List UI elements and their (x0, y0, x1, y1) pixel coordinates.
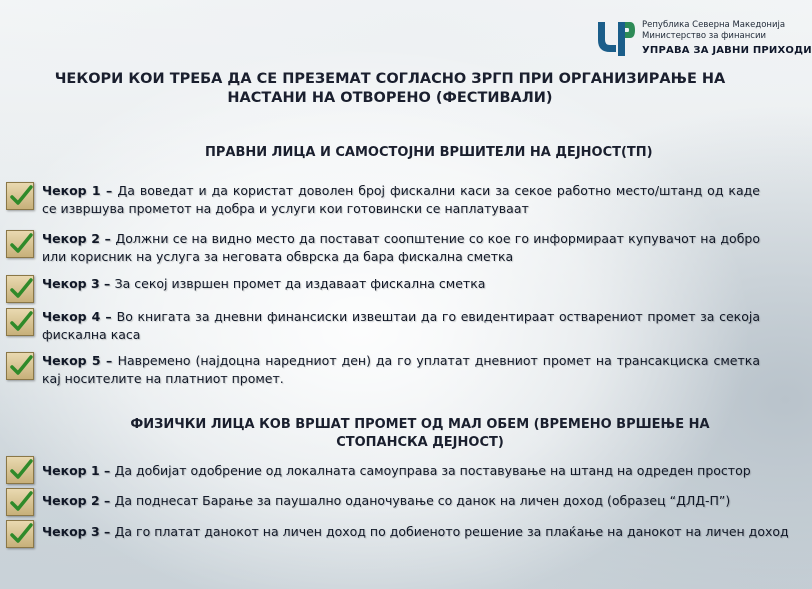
checkbox-checked-icon (6, 488, 34, 516)
step-label: Чекор 4 (42, 309, 101, 324)
step-label: Чекор 3 (42, 524, 100, 539)
step-text: Да добијат одобрение од локалната самоуправа за поставување на штанд на одреден простор (114, 463, 751, 478)
step-label: Чекор 2 (42, 493, 100, 508)
checkbox-checked-icon (6, 352, 34, 380)
step-text: Да го платат данокот на личен доход по добиеното решение за плаќање на данокот на личен доход (114, 524, 789, 539)
section2-title: ФИЗИЧКИ ЛИЦА КОВ ВРШАТ ПРОМЕТ ОД МАЛ ОБЕМ (ВРЕМЕНО ВРШЕЊЕ НА СТОПАНСКА ДЕЈНОСТ) (130, 417, 710, 450)
section1-title: ПРАВНИ ЛИЦА И САМОСТОЈНИ ВРШИТЕЛИ НА ДЕЈНОСТ(ТП) (205, 145, 653, 160)
logo-country-text: Република Северна Македонија (642, 20, 786, 30)
step-label: Чекор 5 (42, 353, 101, 368)
step-label: Чекор 1 (42, 183, 101, 198)
page-title: ЧЕКОРИ КОИ ТРЕБА ДА СЕ ПРЕЗЕМАТ СОГЛАСНО ЗРГП ПРИ ОРГАНИЗИРАЊЕ НА НАСТАНИ НА ОТВОРЕНО (ФЕСТИВАЛИ) (54, 71, 726, 106)
step-text: За секој извршен промет да издаваат фискална сметка (114, 276, 486, 291)
step-label: Чекор 2 (42, 231, 100, 246)
checkbox-checked-icon (6, 520, 34, 548)
step-text: Во книгата за дневни финансиски извештаи да го евидентираат остварениот промет за секоја фискална каса (42, 309, 760, 342)
step-text: Навремено (најдоцна наредниот ден) да го уплатат дневниот промет на трансакциска сметка кај носителите на платниот промет. (42, 353, 760, 386)
checkbox-checked-icon (6, 230, 34, 258)
logo (594, 18, 812, 60)
checkbox-checked-icon (6, 275, 34, 303)
step-text: Да поднесат Барање за паушално оданочување со данок на личен доход (образец “ДЛД-П”) (114, 493, 731, 508)
logo-ministry-text: Министерство за финансии (642, 31, 766, 41)
checkbox-checked-icon (6, 308, 34, 336)
ujp-logo-icon (594, 18, 636, 58)
checkbox-checked-icon (6, 182, 34, 210)
checkbox-checked-icon (6, 456, 34, 484)
step-text: Должни се на видно место да постават соопштение со кое го информираат купувачот на добро или корисник на услуга за неговата обврска да бара фискална сметка (42, 231, 760, 264)
step-label: Чекор 1 (42, 463, 100, 478)
step-text: Да воведат и да користат доволен број фискални каси за секое работно место/штанд од каде се извршува прометот на добра и услуги кои готовински се наплатуваат (42, 183, 760, 216)
logo-agency-text: УПРАВА ЗА ЈАВНИ ПРИХОДИ (642, 45, 812, 56)
step-label: Чекор 3 (42, 276, 100, 291)
